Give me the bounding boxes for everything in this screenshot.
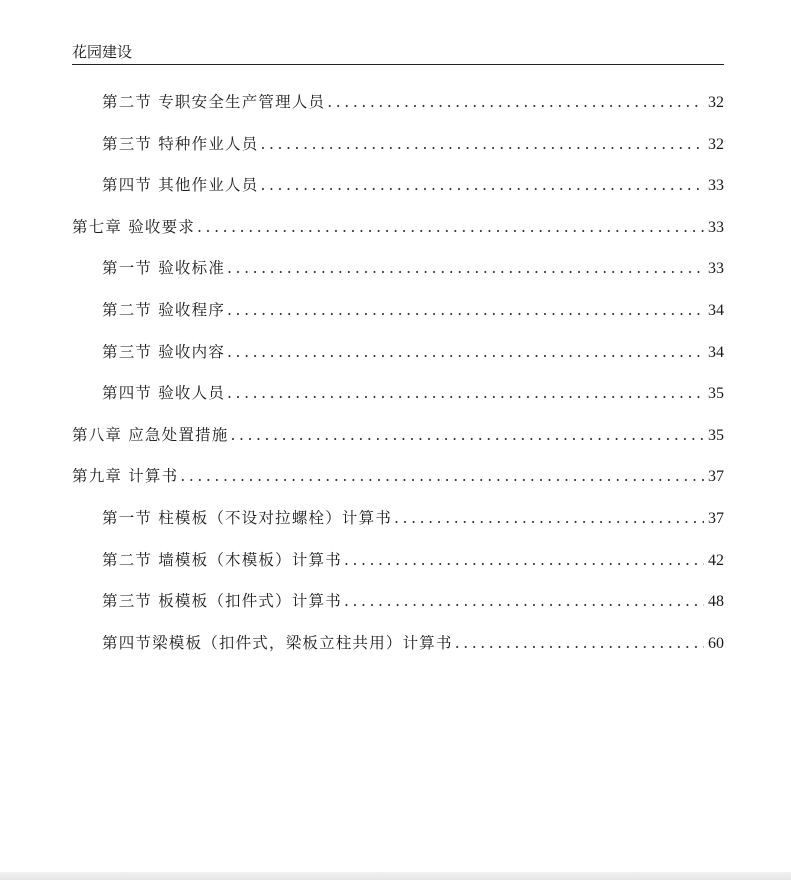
toc-page-number: 35	[708, 385, 724, 403]
toc-chapter-entry[interactable]	[72, 207, 724, 249]
toc-dot-leader	[344, 581, 704, 623]
toc-entry[interactable]	[72, 82, 724, 124]
toc-entry-label: 第二节 验收程序	[102, 300, 226, 319]
toc-entry[interactable]	[72, 498, 724, 540]
toc-page-number: 32	[708, 135, 724, 153]
toc-page-number: 37	[708, 509, 724, 527]
table-of-contents	[72, 82, 724, 664]
toc-page-number: 48	[708, 593, 724, 611]
toc-entry[interactable]	[72, 581, 724, 623]
toc-page-number: 34	[708, 301, 724, 319]
toc-entry-label: 第一节 柱模板（不设对拉螺栓）计算书	[102, 508, 393, 527]
toc-entry-label: 第四节 其他作业人员	[102, 176, 259, 195]
toc-dot-leader	[180, 456, 704, 498]
toc-entry-label: 第九章 计算书	[72, 467, 179, 486]
toc-entry[interactable]	[72, 623, 724, 665]
toc-dot-leader	[230, 415, 704, 457]
toc-page-number: 33	[708, 218, 724, 236]
toc-entry-label: 第二节 专职安全生产管理人员	[102, 93, 326, 111]
toc-entry-label: 第三节 特种作业人员	[102, 134, 259, 153]
header-title: 花园建设	[72, 43, 133, 61]
toc-entry-label: 第八章 应急处置措施	[72, 425, 229, 444]
toc-page-number: 35	[708, 426, 724, 444]
toc-dot-leader	[455, 623, 704, 665]
toc-page-number: 37	[708, 468, 724, 486]
toc-page-number: 60	[708, 634, 724, 652]
toc-dot-leader	[394, 498, 704, 540]
toc-dot-leader	[327, 82, 704, 124]
toc-page-number: 33	[708, 177, 724, 195]
toc-entry[interactable]	[72, 332, 724, 374]
toc-chapter-entry[interactable]	[72, 415, 724, 457]
toc-dot-leader	[227, 290, 704, 332]
toc-dot-leader	[260, 165, 704, 207]
toc-page-number: 32	[708, 94, 724, 111]
toc-entry[interactable]	[72, 540, 724, 582]
toc-entry-label: 第三节 验收内容	[102, 342, 226, 361]
toc-entry-label: 第二节 墙模板（木模板）计算书	[102, 550, 342, 569]
toc-dot-leader	[227, 373, 704, 415]
toc-dot-leader	[227, 332, 704, 374]
toc-entry[interactable]	[72, 165, 724, 207]
toc-dot-leader	[227, 248, 704, 290]
page-bottom-edge	[0, 872, 791, 880]
toc-entry-label: 第三节 板模板（扣件式）计算书	[102, 592, 342, 611]
toc-entry-label: 第四节梁模板（扣件式，梁板立柱共用）计算书	[102, 633, 453, 652]
toc-dot-leader	[197, 207, 704, 249]
toc-dot-leader	[260, 124, 704, 166]
toc-entry[interactable]	[72, 248, 724, 290]
toc-page-number: 34	[708, 343, 724, 361]
toc-entry-label: 第七章 验收要求	[72, 217, 196, 236]
toc-page-number: 42	[708, 551, 724, 569]
toc-entry-label: 第四节 验收人员	[102, 384, 226, 403]
toc-page-number: 33	[708, 260, 724, 278]
toc-dot-leader	[344, 540, 704, 582]
toc-entry[interactable]	[72, 290, 724, 332]
toc-chapter-entry[interactable]	[72, 456, 724, 498]
toc-entry-label: 第一节 验收标准	[102, 259, 226, 278]
page-header	[72, 40, 724, 65]
toc-entry[interactable]	[72, 373, 724, 415]
toc-entry[interactable]	[72, 124, 724, 166]
